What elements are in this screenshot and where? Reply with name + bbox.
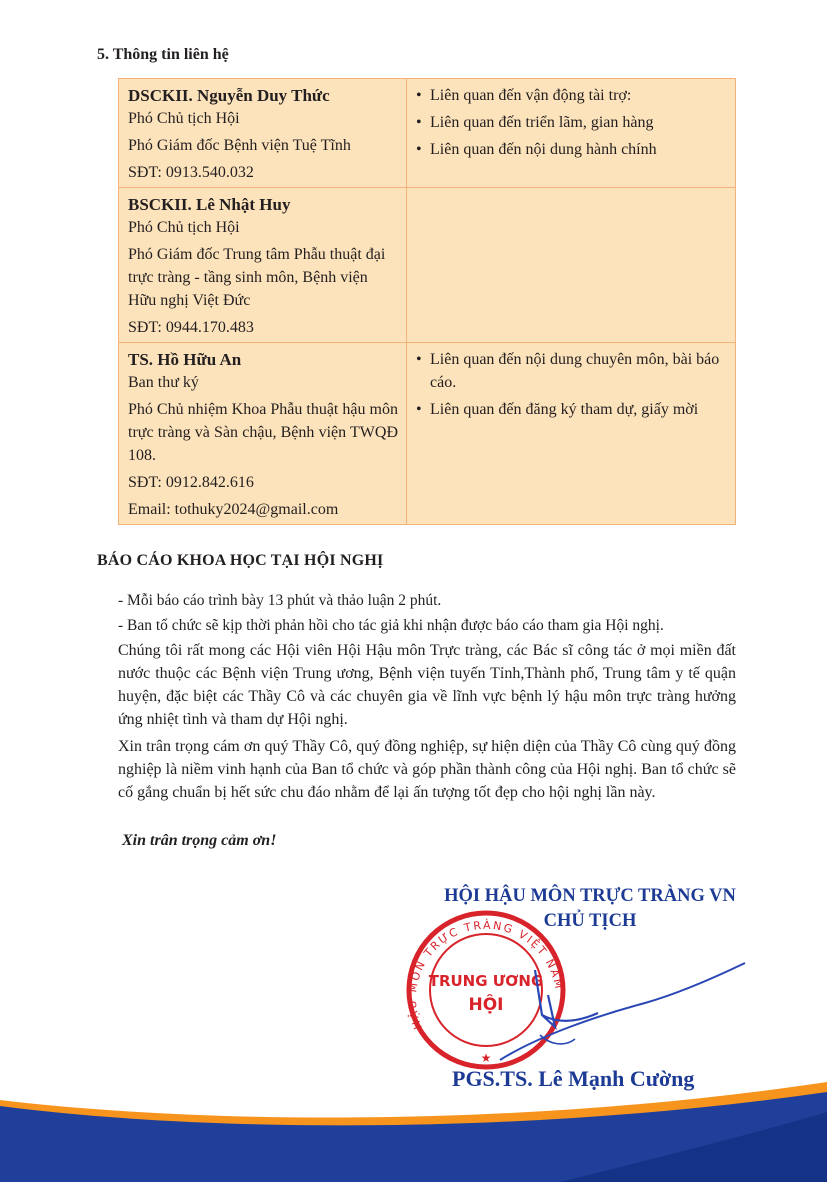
contact-info-cell (119, 188, 407, 343)
contact-email: Email: tothuky2024@gmail.com (128, 501, 339, 518)
contact-phone: SĐT: 0912.842.616 (128, 474, 254, 491)
report-body (118, 589, 736, 808)
closing-line: Xin trân trọng cảm ơn! (122, 832, 277, 849)
topic-list (416, 84, 727, 161)
footer-wave (0, 1082, 827, 1182)
signer-name: PGS.TS. Lê Mạnh Cường (452, 1066, 695, 1091)
contact-phone: SĐT: 0913.540.032 (128, 164, 254, 181)
topic-list (416, 348, 727, 421)
contact-row (119, 188, 736, 343)
report-note: - Ban tổ chức sẽ kịp thời phản hồi cho tác giả khi nhận được báo cáo tham gia Hội nghị. (118, 617, 664, 634)
contact-info-cell (119, 79, 407, 188)
contact-role: Phó Chủ tịch Hội (128, 219, 240, 236)
topic-item: • Liên quan đến nội dung hành chính (416, 138, 727, 161)
seal-star-icon: ★ (480, 1051, 492, 1065)
invitation-paragraph: Chúng tôi rất mong các Hội viên Hội Hậu môn Trực tràng, các Bác sĩ công tác ở mọi miền đất nước thuộc các Bệnh viện Trung ương, Bệnh viện tuyến Tỉnh,Thành phố, Trung tâm y tế quận huyện, đặc biệt các Thầy Cô và các chuyên gia về lĩnh vực bệnh lý hậu môn trực tràng hưởng ứng nhiệt tình và tham dự Hội nghị. (118, 642, 736, 728)
contact-row (119, 79, 736, 188)
thanks-paragraph: Xin trân trọng cám ơn quý Thầy Cô, quý đồng nghiệp, sự hiện diện của Thầy Cô cùng quý đồng nghiệp là niềm vinh hạnh của Ban tổ chức và góp phần thành công của Hội nghị. Ban tổ chức sẽ cố gắng chuẩn bị hết sức chu đáo nhằm để lại ấn tượng tốt đẹp cho hội nghị lần này. (118, 738, 736, 801)
report-section-title: BÁO CÁO KHOA HỌC TẠI HỘI NGHỊ (97, 552, 384, 569)
report-note: - Mỗi báo cáo trình bày 13 phút và thảo luận 2 phút. (118, 592, 442, 609)
contact-topics-cell (407, 79, 736, 188)
seal-ring-text: HẬU MÔN TRỰC TRÀNG VIỆT NAM (405, 918, 566, 1031)
contact-topics-cell (407, 188, 736, 343)
contact-info-cell (119, 343, 407, 525)
organization-name: HỘI HẬU MÔN TRỰC TRÀNG VN (444, 886, 736, 906)
contact-role: Ban thư ký (128, 374, 199, 391)
signer-position: CHỦ TỊCH (543, 911, 637, 931)
topic-item: • Liên quan đến triển lãm, gian hàng (416, 111, 727, 134)
contact-role: Phó Chủ tịch Hội (128, 110, 240, 127)
handwritten-signature (480, 955, 750, 1065)
contacts-table (118, 78, 736, 525)
topic-item: • Liên quan đến vận động tài trợ: (416, 84, 727, 107)
contact-name: BSCKII. Lê Nhật Huy (128, 195, 291, 214)
contact-name: TS. Hồ Hữu An (128, 350, 242, 369)
topic-item: • Liên quan đến nội dung chuyên môn, bài báo cáo. (416, 348, 727, 394)
seal-center-line2: HỘI (468, 995, 504, 1015)
contact-topics-cell (407, 343, 736, 525)
contact-position: Phó Chủ nhiệm Khoa Phẫu thuật hậu môn trực tràng và Sàn chậu, Bệnh viện TWQĐ 108. (128, 401, 398, 464)
contact-name: DSCKII. Nguyễn Duy Thức (128, 86, 330, 105)
contact-phone: SĐT: 0944.170.483 (128, 319, 254, 336)
contact-position: Phó Giám đốc Trung tâm Phẫu thuật đại trực tràng - tầng sinh môn, Bệnh viện Hữu nghị Việt Đức (128, 246, 386, 309)
topic-item: • Liên quan đến đăng ký tham dự, giấy mời (416, 398, 727, 421)
contact-position: Phó Giám đốc Bệnh viện Tuệ Tĩnh (128, 137, 351, 154)
seal-center-line1: TRUNG ƯƠNG (428, 972, 544, 990)
contact-row (119, 343, 736, 525)
contact-section-title: 5. Thông tin liên hệ (97, 46, 229, 63)
